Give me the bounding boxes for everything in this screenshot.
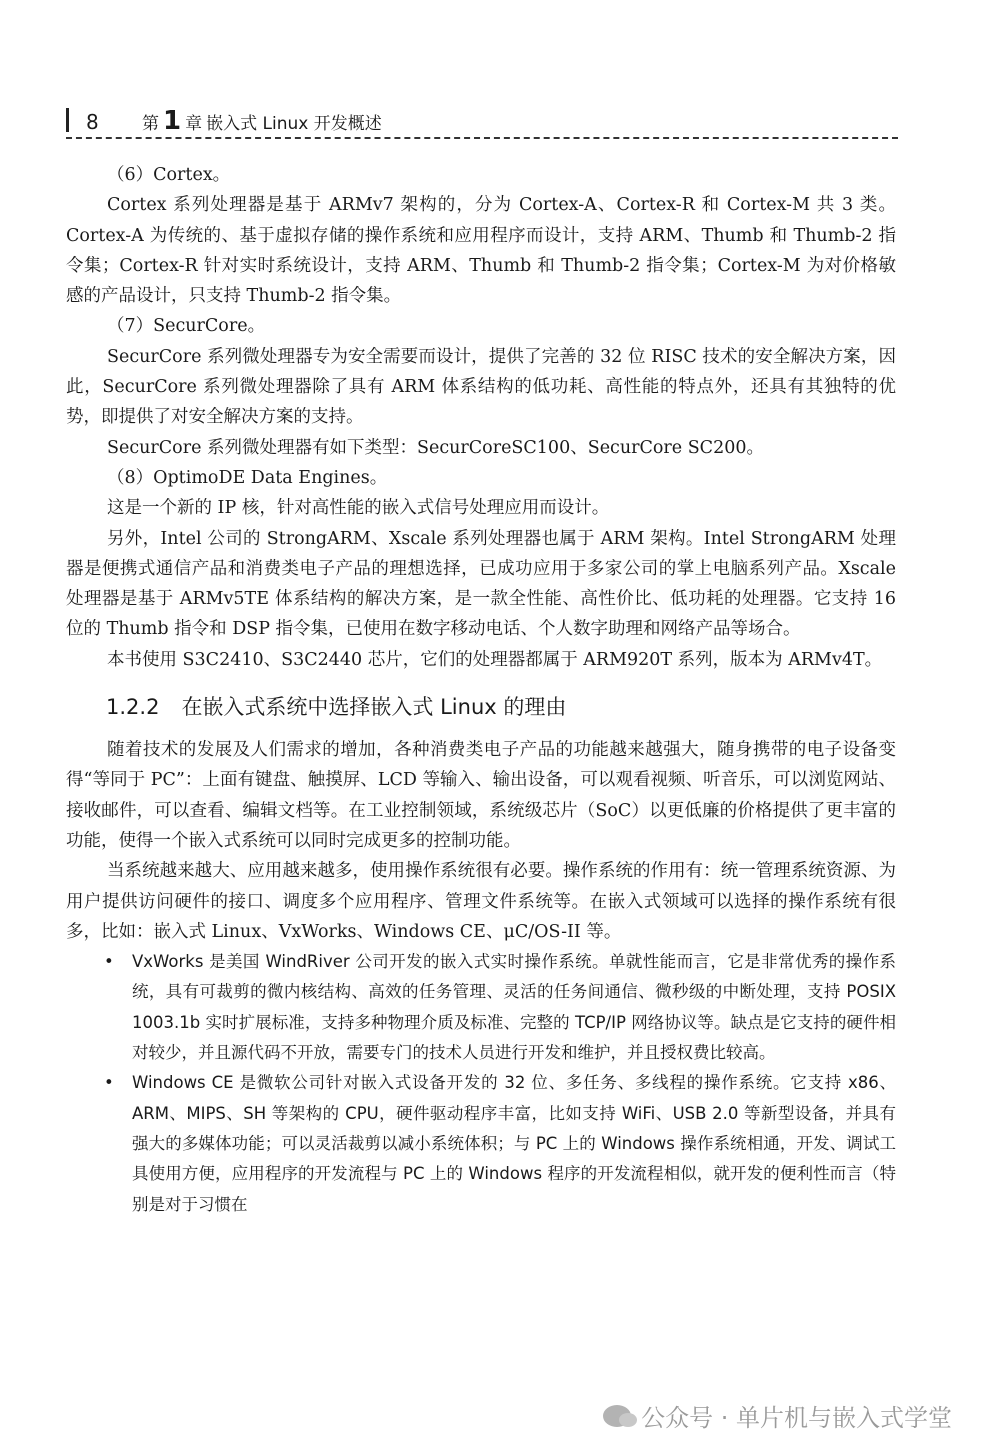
list-item: [66, 1068, 896, 1219]
running-header: [66, 106, 898, 138]
section-title: 在嵌入式系统中选择嵌入式 Linux 的理由: [181, 695, 567, 720]
list-item-text: VxWorks 是美国 WindRiver 公司开发的嵌入式实时操作系统。单就性能而言，它是非常优秀的操作系统，具有可裁剪的微内核结构、高效的任务管理、灵活的任务间通信、微秒级的中断处理，支持 POSIX 1003.1b 实时扩展标准，支持多种物理介质及标准、完整的 TCP/IP 网络协议等。缺点是它支持的硬件相对较少，并且源代码不开放，需要专门的技术人员进行开发和维护，并且授权费比较高。: [132, 952, 896, 1063]
os-list: [66, 947, 896, 1220]
paragraph: 另外，Intel 公司的 StrongARM、Xscale 系列处理器也属于 ARM 架构。Intel StrongARM 处理器是便携式通信产品和消费类电子产品的理想选择，已成功应用于多家公司的掌上电脑系列产品。Xscale 处理器是基于 ARMv5TE 体系结构的解决方案，是一款全性能、高性价比、低功耗的处理器。它支持 16 位的 Thumb 指令和 DSP 指令集，已使用在数字移动电话、个人数字助理和网络产品等场合。: [66, 528, 896, 640]
watermark: [603, 1398, 952, 1433]
paragraph: （8）OptimoDE Data Engines。: [107, 467, 388, 488]
paragraph: SecurCore 系列微处理器有如下类型：SecurCoreSC100、SecurCore SC200。: [107, 437, 764, 458]
header-rule: [66, 137, 898, 139]
chapter-suffix: 章: [185, 114, 203, 134]
paragraph: 当系统越来越大、应用越来越多，使用操作系统很有必要。操作系统的作用有：统一管理系统资源、为用户提供访问硬件的接口、调度多个应用程序、管理文件系统等。在嵌入式领域可以选择的操作系统有很多，比如：嵌入式 Linux、VxWorks、Windows CE、μC/OS-II 等。: [66, 861, 896, 942]
paragraph: Cortex 系列处理器是基于 ARMv7 架构的，分为 Cortex-A、Cortex-R 和 Cortex-M 共 3 类。Cortex-A 为传统的、基于虚拟存储的操作系统和应用程序而设计，支持 ARM、Thumb 和 Thumb-2 指令集；Cortex-R 针对实时系统设计，支持 ARM、Thumb 和 Thumb-2 指令集；Cortex-M 为对价格敏感的产品设计，只支持 Thumb-2 指令集。: [66, 195, 896, 307]
watermark-text: 公众号 · 单片机与嵌入式学堂: [641, 1404, 952, 1432]
section-number: 1.2.2: [106, 695, 160, 720]
list-item-text: Windows CE 是微软公司针对嵌入式设备开发的 32 位、多任务、多线程的操作系统。它支持 x86、ARM、MIPS、SH 等架构的 CPU，硬件驱动程序丰富，比如支持 WiFi、USB 2.0 等新型设备，并具有强大的多媒体功能；可以灵活裁剪以减小系统体积；与 PC 上的 Windows 操作系统相通，开发、调试工具使用方便，应用程序的开发流程与 PC 上的 Windows 程序的开发流程相似，就开发的便利性而言（特别是对于习惯在: [132, 1073, 896, 1214]
paragraph: SecurCore 系列微处理器专为安全需要而设计，提供了完善的 32 位 RISC 技术的安全解决方案，因此，SecurCore 系列微处理器除了具有 ARM 体系结构的低功耗、高性能的特点外，还具有其独特的优势，即提供了对安全解决方案的支持。: [66, 346, 896, 428]
wechat-icon: [603, 1405, 631, 1427]
chapter-prefix: 第: [142, 114, 159, 134]
chapter-title: 嵌入式 Linux 开发概述: [206, 114, 382, 134]
bullet-icon: •: [104, 1073, 114, 1093]
paragraph: （7）SecurCore。: [107, 316, 266, 337]
list-item: [66, 947, 896, 1068]
header-bar: [66, 108, 69, 132]
paragraph: （6）Cortex。: [107, 165, 231, 185]
paragraph: 这是一个新的 IP 核，针对高性能的嵌入式信号处理应用而设计。: [107, 498, 610, 519]
paragraph: 随着技术的发展及人们需求的增加，各种消费类电子产品的功能越来越强大，随身携带的电子设备变得“等同于 PC”：上面有键盘、触摸屏、LCD 等输入、输出设备，可以观看视频、听音乐，可以浏览网站、接收邮件，可以查看、编辑文档等。在工业控制领域，系统级芯片（SoC）以更低廉的价格提供了更丰富的功能，使得一个嵌入式系统可以同时完成更多的控制功能。: [66, 740, 896, 851]
page-body: [66, 160, 896, 1220]
bullet-icon: •: [104, 952, 114, 972]
chapter-heading: [142, 108, 382, 134]
paragraph: 本书使用 S3C2410、S3C2440 芯片，它们的处理器都属于 ARM920T 系列，版本为 ARMv4T。: [107, 649, 883, 670]
page-number: 8: [86, 110, 99, 134]
section-heading: [106, 691, 896, 723]
chapter-number: 1: [163, 106, 182, 136]
